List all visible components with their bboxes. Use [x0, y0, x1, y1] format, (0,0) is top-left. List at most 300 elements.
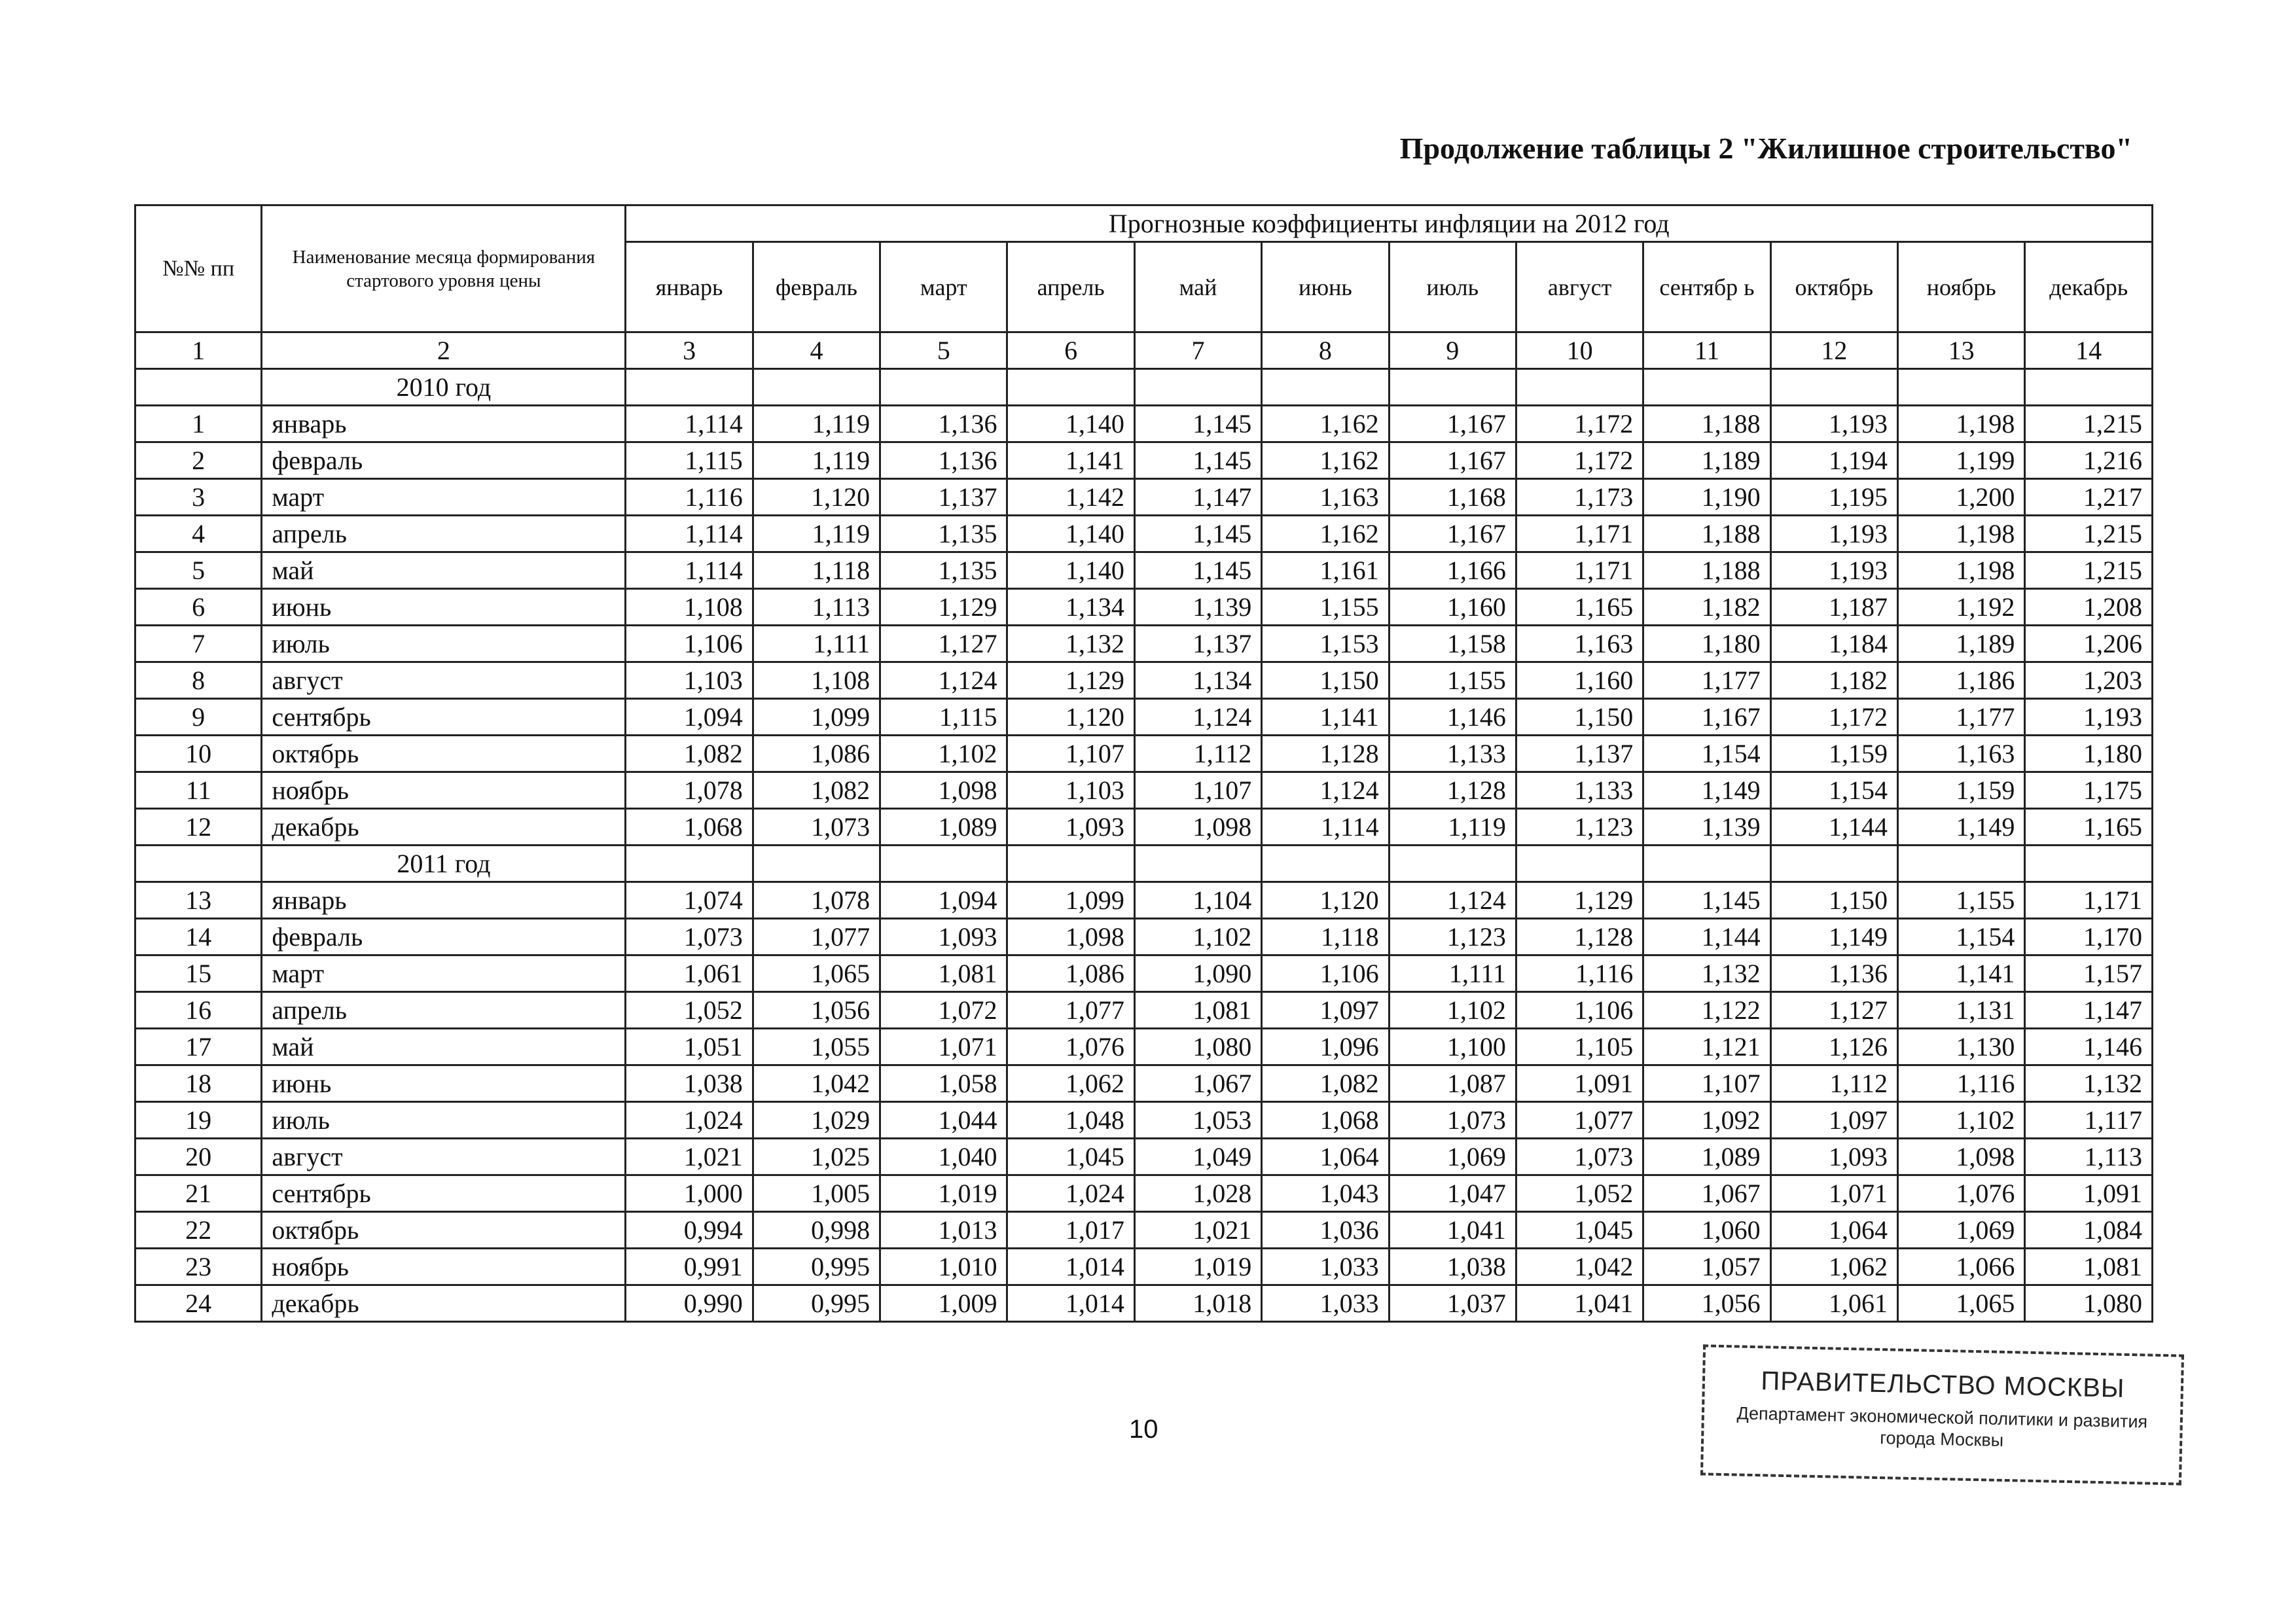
coefficient-value: 1,024 — [1007, 1175, 1134, 1212]
start-month-name: декабрь — [262, 809, 626, 846]
coefficient-value: 1,149 — [1643, 772, 1770, 809]
coefficient-value: 1,049 — [1134, 1139, 1261, 1175]
coefficient-value: 1,065 — [753, 955, 880, 992]
row-number: 6 — [135, 589, 262, 626]
coefficient-value: 1,180 — [2025, 736, 2153, 772]
coefficient-value: 1,189 — [1643, 442, 1770, 479]
header-month-3: март — [880, 242, 1007, 332]
empty-cell — [1389, 369, 1516, 406]
coefficient-value: 1,112 — [1770, 1065, 1897, 1102]
coefficient-value: 1,129 — [1516, 882, 1643, 919]
coefficient-value: 1,187 — [1770, 589, 1897, 626]
coefficient-value: 1,089 — [1643, 1139, 1770, 1175]
coefficient-value: 1,122 — [1643, 992, 1770, 1029]
coefficient-value: 1,081 — [880, 955, 1007, 992]
coefficient-value: 1,157 — [2025, 955, 2153, 992]
coefficient-value: 1,069 — [1389, 1139, 1516, 1175]
coefficient-value: 1,135 — [880, 516, 1007, 552]
header-month-11: ноябрь — [1898, 242, 2025, 332]
start-month-name: март — [262, 955, 626, 992]
empty-cell — [1898, 369, 2025, 406]
column-number: 12 — [1770, 332, 1897, 369]
coefficient-value: 1,053 — [1134, 1102, 1261, 1139]
coefficient-value: 1,036 — [1262, 1212, 1389, 1249]
coefficient-value: 1,093 — [1007, 809, 1134, 846]
coefficient-value: 1,058 — [880, 1065, 1007, 1102]
coefficient-value: 1,146 — [1389, 699, 1516, 736]
row-number: 15 — [135, 955, 262, 992]
coefficient-value: 1,090 — [1134, 955, 1261, 992]
coefficient-value: 1,162 — [1262, 516, 1389, 552]
empty-cell — [1643, 846, 1770, 882]
coefficient-value: 1,086 — [1007, 955, 1134, 992]
coefficient-value: 1,208 — [2025, 589, 2153, 626]
coefficient-value: 1,120 — [1007, 699, 1134, 736]
coefficient-value: 1,052 — [1516, 1175, 1643, 1212]
coefficient-value: 1,133 — [1516, 772, 1643, 809]
coefficient-value: 1,177 — [1643, 662, 1770, 699]
coefficient-value: 1,166 — [1389, 552, 1516, 589]
coefficient-value: 1,118 — [1262, 919, 1389, 955]
coefficient-value: 1,108 — [753, 662, 880, 699]
coefficient-value: 1,141 — [1007, 442, 1134, 479]
start-month-name: февраль — [262, 919, 626, 955]
coefficient-value: 1,013 — [880, 1212, 1007, 1249]
inflation-coefficients-table — [134, 204, 2153, 1323]
table-row — [135, 919, 2153, 955]
start-month-name: апрель — [262, 992, 626, 1029]
page-number: 10 — [1129, 1415, 1158, 1444]
coefficient-value: 1,116 — [1898, 1065, 2025, 1102]
coefficient-value: 1,082 — [753, 772, 880, 809]
coefficient-value: 1,009 — [880, 1285, 1007, 1322]
coefficient-value: 0,995 — [753, 1285, 880, 1322]
coefficient-value: 1,137 — [1516, 736, 1643, 772]
coefficient-value: 1,073 — [626, 919, 753, 955]
empty-cell — [135, 369, 262, 406]
coefficient-value: 1,198 — [1898, 516, 2025, 552]
coefficient-value: 1,139 — [1643, 809, 1770, 846]
coefficient-value: 1,119 — [753, 516, 880, 552]
coefficient-value: 1,094 — [626, 699, 753, 736]
coefficient-value: 1,024 — [626, 1102, 753, 1139]
coefficient-value: 1,105 — [1516, 1029, 1643, 1065]
row-number: 17 — [135, 1029, 262, 1065]
coefficient-value: 1,124 — [880, 662, 1007, 699]
header-month-10: октябрь — [1770, 242, 1897, 332]
coefficient-value: 1,021 — [626, 1139, 753, 1175]
coefficient-value: 1,139 — [1134, 589, 1261, 626]
row-number: 23 — [135, 1249, 262, 1285]
column-number: 2 — [262, 332, 626, 369]
coefficient-value: 1,134 — [1134, 662, 1261, 699]
coefficient-value: 1,160 — [1389, 589, 1516, 626]
coefficient-value: 1,163 — [1262, 479, 1389, 516]
header-month-4: апрель — [1007, 242, 1134, 332]
coefficient-value: 1,082 — [626, 736, 753, 772]
coefficient-value: 1,010 — [880, 1249, 1007, 1285]
coefficient-value: 1,206 — [2025, 626, 2153, 662]
coefficient-value: 1,171 — [1516, 552, 1643, 589]
coefficient-value: 1,170 — [2025, 919, 2153, 955]
coefficient-value: 1,062 — [1770, 1249, 1897, 1285]
empty-cell — [626, 846, 753, 882]
row-number: 24 — [135, 1285, 262, 1322]
table-row — [135, 772, 2153, 809]
header-start-month: Наименование месяца формирования стартового уровня цены — [262, 205, 626, 332]
coefficient-value: 1,132 — [1007, 626, 1134, 662]
coefficient-value: 1,045 — [1516, 1212, 1643, 1249]
coefficient-value: 1,042 — [1516, 1249, 1643, 1285]
start-month-name: июнь — [262, 1065, 626, 1102]
coefficient-value: 1,096 — [1262, 1029, 1389, 1065]
coefficient-value: 1,033 — [1262, 1249, 1389, 1285]
coefficient-value: 1,188 — [1643, 516, 1770, 552]
start-month-name: январь — [262, 406, 626, 442]
coefficient-value: 1,112 — [1134, 736, 1261, 772]
coefficient-value: 1,124 — [1134, 699, 1261, 736]
start-month-name: январь — [262, 882, 626, 919]
coefficient-value: 1,130 — [1898, 1029, 2025, 1065]
coefficient-value: 1,171 — [2025, 882, 2153, 919]
coefficient-value: 1,056 — [1643, 1285, 1770, 1322]
coefficient-value: 1,061 — [1770, 1285, 1897, 1322]
coefficient-value: 1,127 — [880, 626, 1007, 662]
coefficient-value: 1,076 — [1898, 1175, 2025, 1212]
coefficient-value: 1,120 — [1262, 882, 1389, 919]
coefficient-value: 1,135 — [880, 552, 1007, 589]
header-month-6: июнь — [1262, 242, 1389, 332]
coefficient-value: 1,167 — [1389, 516, 1516, 552]
coefficient-value: 1,128 — [1389, 772, 1516, 809]
coefficient-value: 1,155 — [1262, 589, 1389, 626]
table-row — [135, 1212, 2153, 1249]
year-row — [135, 846, 2153, 882]
column-number: 3 — [626, 332, 753, 369]
empty-cell — [2025, 846, 2153, 882]
coefficient-value: 1,055 — [753, 1029, 880, 1065]
coefficient-value: 1,129 — [1007, 662, 1134, 699]
coefficient-value: 1,087 — [1389, 1065, 1516, 1102]
empty-cell — [1262, 369, 1389, 406]
coefficient-value: 1,092 — [1643, 1102, 1770, 1139]
table-row — [135, 552, 2153, 589]
row-number: 11 — [135, 772, 262, 809]
table-row — [135, 442, 2153, 479]
column-number: 1 — [135, 332, 262, 369]
coefficient-value: 1,014 — [1007, 1285, 1134, 1322]
coefficient-value: 1,168 — [1389, 479, 1516, 516]
coefficient-value: 1,160 — [1516, 662, 1643, 699]
coefficient-value: 1,129 — [880, 589, 1007, 626]
coefficient-value: 1,215 — [2025, 406, 2153, 442]
empty-cell — [626, 369, 753, 406]
column-number: 9 — [1389, 332, 1516, 369]
coefficient-value: 1,149 — [1770, 919, 1897, 955]
start-month-name: сентябрь — [262, 699, 626, 736]
empty-cell — [753, 369, 880, 406]
coefficient-value: 1,097 — [1262, 992, 1389, 1029]
coefficient-value: 1,098 — [880, 772, 1007, 809]
coefficient-value: 1,145 — [1134, 516, 1261, 552]
coefficient-value: 1,073 — [1516, 1139, 1643, 1175]
coefficient-value: 1,072 — [880, 992, 1007, 1029]
coefficient-value: 1,048 — [1007, 1102, 1134, 1139]
row-number: 19 — [135, 1102, 262, 1139]
table-row — [135, 1249, 2153, 1285]
coefficient-value: 1,019 — [880, 1175, 1007, 1212]
start-month-name: май — [262, 1029, 626, 1065]
empty-cell — [1516, 846, 1643, 882]
coefficient-value: 1,167 — [1643, 699, 1770, 736]
coefficient-value: 1,069 — [1898, 1212, 2025, 1249]
header-month-7: июль — [1389, 242, 1516, 332]
header-month-8: август — [1516, 242, 1643, 332]
row-number: 14 — [135, 919, 262, 955]
coefficient-value: 1,098 — [1007, 919, 1134, 955]
coefficient-value: 1,145 — [1134, 552, 1261, 589]
coefficient-value: 1,149 — [1898, 809, 2025, 846]
coefficient-value: 1,141 — [1898, 955, 2025, 992]
coefficient-value: 1,163 — [1898, 736, 2025, 772]
coefficient-value: 1,140 — [1007, 406, 1134, 442]
coefficient-value: 0,994 — [626, 1212, 753, 1249]
coefficient-value: 1,107 — [1007, 736, 1134, 772]
empty-cell — [1898, 846, 2025, 882]
coefficient-value: 1,124 — [1389, 882, 1516, 919]
table-row — [135, 516, 2153, 552]
start-month-name: сентябрь — [262, 1175, 626, 1212]
empty-cell — [1007, 369, 1134, 406]
column-number: 10 — [1516, 332, 1643, 369]
row-number: 18 — [135, 1065, 262, 1102]
table-row — [135, 1029, 2153, 1065]
coefficient-value: 1,041 — [1516, 1285, 1643, 1322]
coefficient-value: 1,073 — [753, 809, 880, 846]
coefficient-value: 1,077 — [1516, 1102, 1643, 1139]
coefficient-value: 1,154 — [1770, 772, 1897, 809]
coefficient-value: 1,193 — [1770, 516, 1897, 552]
stamp-line-1: ПРАВИТЕЛЬСТВО МОСКВЫ — [1761, 1366, 2125, 1403]
coefficient-value: 1,123 — [1516, 809, 1643, 846]
column-number: 11 — [1643, 332, 1770, 369]
coefficient-value: 1,041 — [1389, 1212, 1516, 1249]
coefficient-value: 1,066 — [1898, 1249, 2025, 1285]
row-number: 16 — [135, 992, 262, 1029]
header-forecast-group: Прогнозные коэффициенты инфляции на 2012 год — [626, 205, 2153, 242]
coefficient-value: 1,150 — [1262, 662, 1389, 699]
coefficient-value: 1,114 — [1262, 809, 1389, 846]
coefficient-value: 1,188 — [1643, 406, 1770, 442]
row-number: 7 — [135, 626, 262, 662]
coefficient-value: 1,154 — [1898, 919, 2025, 955]
coefficient-value: 1,113 — [2025, 1139, 2153, 1175]
table-row — [135, 406, 2153, 442]
coefficient-value: 1,188 — [1643, 552, 1770, 589]
coefficient-value: 1,132 — [1643, 955, 1770, 992]
coefficient-value: 1,137 — [880, 479, 1007, 516]
coefficient-value: 1,165 — [1516, 589, 1643, 626]
coefficient-value: 1,044 — [880, 1102, 1007, 1139]
year-label: 2010 год — [262, 369, 626, 406]
column-number: 13 — [1898, 332, 2025, 369]
coefficient-value: 1,062 — [1007, 1065, 1134, 1102]
column-number: 8 — [1262, 332, 1389, 369]
coefficient-value: 1,182 — [1770, 662, 1897, 699]
coefficient-value: 1,019 — [1134, 1249, 1261, 1285]
coefficient-value: 1,144 — [1643, 919, 1770, 955]
row-number: 3 — [135, 479, 262, 516]
coefficient-value: 1,145 — [1134, 442, 1261, 479]
start-month-name: ноябрь — [262, 1249, 626, 1285]
coefficient-value: 1,106 — [1262, 955, 1389, 992]
coefficient-value: 1,167 — [1389, 406, 1516, 442]
coefficient-value: 1,134 — [1007, 589, 1134, 626]
empty-cell — [1770, 846, 1897, 882]
table-row — [135, 882, 2153, 919]
coefficient-value: 1,124 — [1262, 772, 1389, 809]
coefficient-value: 1,040 — [880, 1139, 1007, 1175]
coefficient-value: 1,128 — [1516, 919, 1643, 955]
coefficient-value: 1,172 — [1770, 699, 1897, 736]
coefficient-value: 1,126 — [1770, 1029, 1897, 1065]
header-month-5: май — [1134, 242, 1261, 332]
coefficient-value: 1,077 — [1007, 992, 1134, 1029]
start-month-name: октябрь — [262, 1212, 626, 1249]
table-row — [135, 1139, 2153, 1175]
coefficient-value: 1,113 — [753, 589, 880, 626]
coefficient-value: 1,108 — [626, 589, 753, 626]
coefficient-value: 0,991 — [626, 1249, 753, 1285]
coefficient-value: 1,182 — [1643, 589, 1770, 626]
coefficient-value: 1,089 — [880, 809, 1007, 846]
coefficient-value: 1,142 — [1007, 479, 1134, 516]
government-stamp — [1700, 1344, 2184, 1485]
coefficient-value: 1,047 — [1389, 1175, 1516, 1212]
start-month-name: август — [262, 1139, 626, 1175]
coefficient-value: 1,068 — [626, 809, 753, 846]
coefficient-value: 1,153 — [1262, 626, 1389, 662]
coefficient-value: 1,120 — [753, 479, 880, 516]
coefficient-value: 1,052 — [626, 992, 753, 1029]
coefficient-value: 1,071 — [880, 1029, 1007, 1065]
coefficient-value: 1,091 — [1516, 1065, 1643, 1102]
coefficient-value: 1,078 — [626, 772, 753, 809]
coefficient-value: 1,018 — [1134, 1285, 1261, 1322]
start-month-name: март — [262, 479, 626, 516]
empty-cell — [1134, 846, 1261, 882]
year-label: 2011 год — [262, 846, 626, 882]
coefficient-value: 1,014 — [1007, 1249, 1134, 1285]
coefficient-value: 1,005 — [753, 1175, 880, 1212]
coefficient-value: 1,043 — [1262, 1175, 1389, 1212]
column-number: 5 — [880, 332, 1007, 369]
empty-cell — [1134, 369, 1261, 406]
coefficient-value: 1,145 — [1134, 406, 1261, 442]
coefficient-value: 1,215 — [2025, 516, 2153, 552]
header-row-number: №№ пп — [135, 205, 262, 332]
row-number: 13 — [135, 882, 262, 919]
coefficient-value: 1,093 — [1770, 1139, 1897, 1175]
start-month-name: октябрь — [262, 736, 626, 772]
coefficient-value: 1,056 — [753, 992, 880, 1029]
coefficient-value: 1,099 — [753, 699, 880, 736]
coefficient-value: 1,111 — [1389, 955, 1516, 992]
coefficient-value: 1,061 — [626, 955, 753, 992]
empty-cell — [1007, 846, 1134, 882]
header-month-9: сентябр ь — [1643, 242, 1770, 332]
column-number: 7 — [1134, 332, 1261, 369]
coefficient-value: 1,098 — [1134, 809, 1261, 846]
coefficient-value: 1,086 — [753, 736, 880, 772]
coefficient-value: 1,116 — [1516, 955, 1643, 992]
coefficient-value: 1,064 — [1262, 1139, 1389, 1175]
coefficient-value: 1,114 — [626, 406, 753, 442]
coefficient-value: 1,081 — [2025, 1249, 2153, 1285]
coefficient-value: 1,021 — [1134, 1212, 1261, 1249]
coefficient-value: 1,107 — [1643, 1065, 1770, 1102]
empty-cell — [1516, 369, 1643, 406]
start-month-name: апрель — [262, 516, 626, 552]
row-number: 12 — [135, 809, 262, 846]
coefficient-value: 1,192 — [1898, 589, 2025, 626]
coefficient-value: 1,071 — [1770, 1175, 1897, 1212]
coefficient-value: 1,114 — [626, 516, 753, 552]
coefficient-value: 1,180 — [1643, 626, 1770, 662]
row-number: 20 — [135, 1139, 262, 1175]
coefficient-value: 1,091 — [2025, 1175, 2153, 1212]
coefficient-value: 1,078 — [753, 882, 880, 919]
coefficient-value: 1,215 — [2025, 552, 2153, 589]
empty-cell — [1389, 846, 1516, 882]
row-number: 21 — [135, 1175, 262, 1212]
row-number: 8 — [135, 662, 262, 699]
table-row — [135, 1065, 2153, 1102]
table-row — [135, 662, 2153, 699]
table-row — [135, 589, 2153, 626]
coefficient-value: 1,127 — [1770, 992, 1897, 1029]
row-number: 22 — [135, 1212, 262, 1249]
coefficient-value: 1,136 — [880, 442, 1007, 479]
coefficient-value: 1,106 — [1516, 992, 1643, 1029]
coefficient-value: 1,084 — [2025, 1212, 2153, 1249]
row-number: 5 — [135, 552, 262, 589]
row-number: 10 — [135, 736, 262, 772]
coefficient-value: 1,136 — [880, 406, 1007, 442]
coefficient-value: 1,198 — [1898, 406, 2025, 442]
coefficient-value: 0,990 — [626, 1285, 753, 1322]
start-month-name: декабрь — [262, 1285, 626, 1322]
coefficient-value: 1,150 — [1516, 699, 1643, 736]
coefficient-value: 1,217 — [2025, 479, 2153, 516]
coefficient-value: 1,200 — [1898, 479, 2025, 516]
coefficient-value: 1,172 — [1516, 442, 1643, 479]
coefficient-value: 1,068 — [1262, 1102, 1389, 1139]
coefficient-value: 1,177 — [1898, 699, 2025, 736]
start-month-name: май — [262, 552, 626, 589]
empty-cell — [1770, 369, 1897, 406]
coefficient-value: 1,158 — [1389, 626, 1516, 662]
coefficient-value: 1,038 — [626, 1065, 753, 1102]
coefficient-value: 1,195 — [1770, 479, 1897, 516]
coefficient-value: 1,193 — [1770, 552, 1897, 589]
coefficient-value: 1,119 — [753, 442, 880, 479]
coefficient-value: 0,998 — [753, 1212, 880, 1249]
coefficient-value: 1,140 — [1007, 552, 1134, 589]
coefficient-value: 1,033 — [1262, 1285, 1389, 1322]
coefficient-value: 1,147 — [1134, 479, 1261, 516]
coefficient-value: 1,132 — [2025, 1065, 2153, 1102]
